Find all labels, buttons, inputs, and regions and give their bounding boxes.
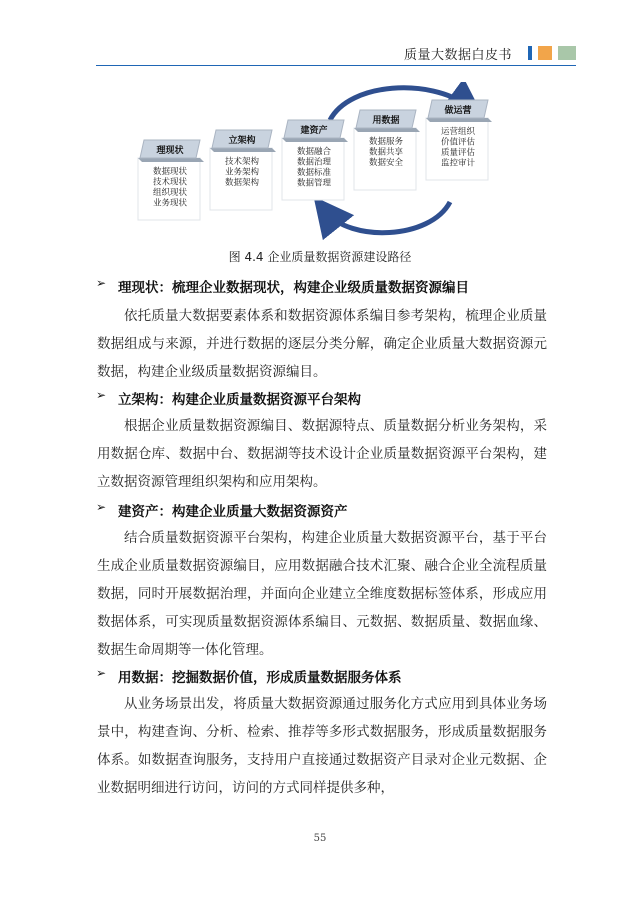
section-heading-4 [96,666,402,686]
bullet-arrow-icon: ➢ [96,388,107,402]
step-tab-shadow [138,158,204,162]
step-item: 业务现状 [152,198,188,209]
step-item: 数据架构 [224,178,260,188]
section-heading-3 [96,500,348,520]
step-item: 监控审计 [440,158,476,169]
step-item: 技术架构 [224,157,260,167]
bullet-arrow-icon: ➢ [96,276,107,290]
step-label: 立架构 [228,136,256,146]
step-item: 数据现状 [152,167,188,177]
step-label: 理现状 [156,146,184,156]
step-item: 数据管理 [296,178,332,189]
resource-path-diagram [130,82,510,242]
page-header [96,40,596,66]
step-label: 建资产 [300,126,328,136]
step-item: 数据共享 [368,147,404,158]
step-tab-shadow [426,118,492,122]
header-bar-green [558,46,576,60]
bullet-arrow-icon: ➢ [96,666,107,680]
section-paragraph-3: 结合质量数据资源平台架构，构建企业质量大数据资源平台，基于平台生成企业质量数据资源编目，应用数据融合技术汇聚、融合企业全流程质量数据，同时开展数据治理，并面向企业建立全维度数据标签体系，形成应用数据体系，可实现质量数据资源体系编目、元数据、数据质量、数据血缘、数据生命周期等一体化管理。 [97,530,547,658]
header-bar-blue [528,46,532,60]
diagram-step [282,120,348,200]
bullet-arrow-icon: ➢ [96,500,107,514]
heading-text: 用数据：挖掘数据价值，形成质量数据服务体系 [118,670,402,686]
step-item: 业务架构 [224,167,260,178]
step-item: 价值评估 [440,137,476,148]
step-label: 做运营 [444,106,472,116]
step-label: 用数据 [372,116,400,126]
diagram-step [426,100,492,180]
step-item: 运营组织 [440,127,476,137]
header-title: 质量大数据白皮书 [403,48,512,63]
section-paragraph-4: 从业务场景出发，将质量大数据资源通过服务化方式应用到具体业务场景中，构建查询、分析、检索、推荐等多形式数据服务，形成质量数据服务体系。如数据查询服务，支持用户直接通过数据资产目录对企业元数据、企业数据明细进行访问，访问的方式同样提供多种， [97,696,547,796]
section-paragraph-2: 根据企业质量数据资源编目、数据源特点、质量数据分析业务架构，采用数据仓库、数据中台、数据湖等技术设计企业质量数据资源平台架构，建立数据资源管理组织架构和应用架构。 [97,418,547,490]
section-paragraph-1: 依托质量大数据要素体系和数据资源体系编目参考架构，梳理企业质量数据组成与来源，并进行数据的逐层分类分解，确定企业质量大数据资源元数据，构建企业级质量数据资源编目。 [97,308,547,380]
section-heading-1 [96,276,469,296]
step-item: 数据融合 [296,147,332,157]
header-bar-orange [538,46,552,60]
header-rule [96,65,576,66]
step-item: 数据服务 [368,137,404,147]
step-tab-shadow [354,128,420,132]
diagram-step [354,110,420,190]
step-item: 数据治理 [296,157,332,168]
diagram-step [210,130,276,210]
cycle-arrow-bottom [326,202,450,233]
step-item: 数据标准 [296,168,332,178]
step-item: 组织现状 [152,188,188,198]
page-number: 55 [313,833,327,844]
section-heading-2 [96,388,361,408]
heading-text: 立架构：构建企业质量数据资源平台架构 [118,392,361,408]
figure-caption: 图 4.4 企业质量数据资源建设路径 [228,250,412,264]
heading-text: 建资产：构建企业质量大数据资源资产 [118,504,348,520]
heading-text: 理现状：梳理企业数据现状，构建企业级质量数据资源编目 [118,280,469,296]
step-item: 技术现状 [152,177,188,188]
step-tab-shadow [282,138,348,142]
step-item: 质量评估 [440,148,476,158]
diagram-step [138,140,204,220]
step-item: 数据安全 [368,158,404,168]
step-tab-shadow [210,148,276,152]
